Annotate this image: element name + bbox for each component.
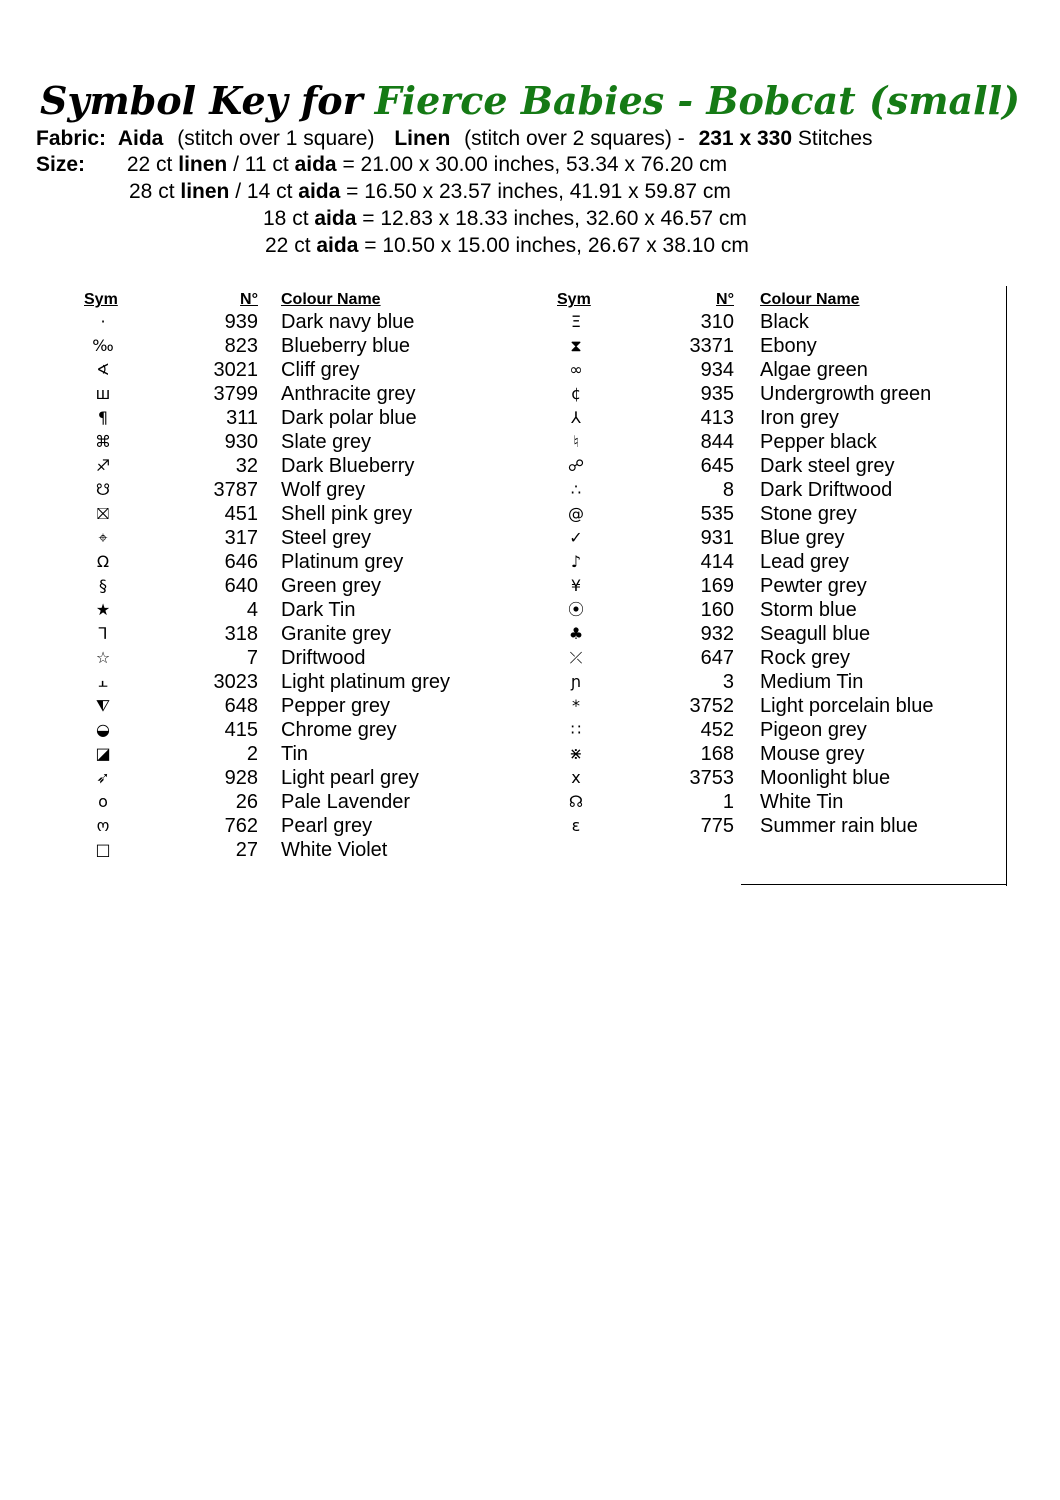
symbol-glyph: ➶ bbox=[96, 768, 110, 787]
fabric-linen: Linen bbox=[394, 127, 451, 150]
size-fabric: linen bbox=[180, 180, 230, 203]
table-border-right bbox=[1006, 286, 1007, 886]
colour-number: 535 bbox=[700, 503, 734, 525]
colour-name: Dark Driftwood bbox=[760, 479, 893, 501]
symbol-glyph: ◒ bbox=[96, 720, 110, 739]
symbol-glyph: ⌘ bbox=[95, 432, 111, 451]
colour-number: 930 bbox=[224, 431, 258, 453]
symbol-glyph: ო bbox=[96, 816, 110, 835]
size-dimensions: = 21.00 x 30.00 inches, 53.34 x 76.20 cm bbox=[342, 153, 728, 176]
colour-number: 414 bbox=[700, 551, 734, 573]
colour-number: 318 bbox=[224, 623, 258, 645]
title-prefix: Symbol Key for bbox=[39, 78, 363, 123]
colour-number: 451 bbox=[224, 503, 258, 525]
colour-number: 4 bbox=[246, 599, 258, 621]
symbol-glyph: ⧨ bbox=[95, 696, 111, 715]
colour-number: 775 bbox=[700, 815, 734, 837]
symbol-glyph: § bbox=[99, 576, 107, 595]
symbol-glyph: ¢ bbox=[570, 384, 582, 403]
fabric-aida-note: (stitch over 1 square) bbox=[177, 127, 375, 150]
symbol-glyph: ☋ bbox=[95, 480, 111, 499]
symbol-glyph: ∞ bbox=[569, 360, 583, 379]
colour-name: Algae green bbox=[760, 359, 868, 381]
colour-number: 413 bbox=[700, 407, 734, 429]
fabric-aida: Aida bbox=[117, 127, 164, 150]
colour-number: 3023 bbox=[213, 671, 258, 693]
colour-number: 3799 bbox=[213, 383, 258, 405]
colour-name: Mouse grey bbox=[760, 743, 865, 765]
colour-number: 415 bbox=[224, 719, 258, 741]
colour-name: Granite grey bbox=[281, 623, 392, 645]
size-label: Size: bbox=[36, 153, 86, 176]
colour-name: Storm blue bbox=[760, 599, 857, 621]
symbol-glyph: @ bbox=[568, 504, 584, 523]
colour-number: 640 bbox=[224, 575, 258, 597]
fabric-linen-note: (stitch over 2 squares) - bbox=[464, 127, 685, 150]
colour-number: 934 bbox=[700, 359, 734, 381]
size-dimensions: = 10.50 x 15.00 inches, 26.67 x 38.10 cm bbox=[364, 234, 749, 257]
colour-number: 26 bbox=[235, 791, 258, 813]
colour-number: 3752 bbox=[689, 695, 734, 717]
size-line-4 bbox=[265, 233, 749, 259]
colour-number: 2 bbox=[246, 743, 258, 765]
colour-number: 935 bbox=[700, 383, 734, 405]
colour-name: Dark polar blue bbox=[281, 407, 417, 429]
colour-number: 939 bbox=[224, 311, 258, 333]
symbol-glyph: ☍ bbox=[567, 456, 585, 475]
colour-name: White Violet bbox=[281, 839, 388, 861]
colour-number: 32 bbox=[235, 455, 258, 477]
right-header-num: N° bbox=[716, 291, 734, 308]
colour-name: Rock grey bbox=[760, 647, 851, 669]
fabric-label: Fabric: bbox=[36, 127, 107, 150]
symbol-glyph: o bbox=[98, 792, 108, 811]
stitch-count: 231 x 330 bbox=[698, 127, 793, 150]
colour-name: Pale Lavender bbox=[281, 791, 410, 813]
symbol-glyph: ¶ bbox=[97, 408, 109, 427]
stitches-label: Stitches bbox=[797, 127, 873, 150]
colour-number: 648 bbox=[224, 695, 258, 717]
colour-name: Platinum grey bbox=[281, 551, 404, 573]
symbol-glyph: ⫠ bbox=[98, 672, 108, 691]
colour-number: 8 bbox=[722, 479, 734, 501]
colour-number: 310 bbox=[700, 311, 734, 333]
colour-name: Tin bbox=[281, 743, 309, 765]
symbol-glyph: Ω bbox=[96, 552, 110, 571]
colour-number: 3371 bbox=[689, 335, 734, 357]
colour-number: 762 bbox=[224, 815, 258, 837]
colour-number: 3753 bbox=[689, 767, 734, 789]
symbol-glyph: ∴ bbox=[570, 480, 582, 499]
symbol-glyph: ɲ bbox=[570, 672, 582, 691]
colour-name: Wolf grey bbox=[281, 479, 366, 501]
colour-number: 169 bbox=[700, 575, 734, 597]
symbol-glyph: ⦿ bbox=[567, 600, 584, 619]
colour-name: Green grey bbox=[281, 575, 382, 597]
symbol-glyph: ★ bbox=[95, 600, 111, 619]
colour-number: 317 bbox=[224, 527, 258, 549]
size-count: 18 ct bbox=[263, 207, 309, 230]
colour-name: Blue grey bbox=[760, 527, 845, 549]
symbol-glyph: □ bbox=[95, 840, 111, 859]
size-fabric: aida bbox=[316, 234, 359, 257]
left-header-num: N° bbox=[240, 291, 258, 308]
colour-name: Pearl grey bbox=[281, 815, 373, 837]
symbol-glyph: ⧗ bbox=[570, 336, 582, 355]
symbol-glyph: * bbox=[572, 696, 580, 715]
symbol-glyph: ☊ bbox=[568, 792, 584, 811]
symbol-glyph: ¥ bbox=[570, 576, 582, 595]
symbol-glyph: ∢ bbox=[96, 360, 110, 379]
size-count-alt: / 14 ct bbox=[235, 180, 293, 203]
symbol-glyph: ♪ bbox=[570, 552, 582, 571]
colour-name: Pewter grey bbox=[760, 575, 867, 597]
colour-name: Moonlight blue bbox=[760, 767, 891, 789]
symbol-glyph: ⌖ bbox=[98, 528, 108, 547]
size-fabric: linen bbox=[178, 153, 228, 176]
colour-number: 452 bbox=[700, 719, 734, 741]
size-line-3 bbox=[263, 206, 747, 232]
colour-name: Dark Blueberry bbox=[281, 455, 415, 477]
colour-name: Ebony bbox=[760, 335, 817, 357]
symbol-glyph: ε bbox=[571, 816, 581, 835]
colour-number: 3021 bbox=[213, 359, 258, 381]
colour-name: Driftwood bbox=[281, 647, 366, 669]
symbol-glyph: ♣ bbox=[568, 624, 584, 643]
colour-number: 844 bbox=[700, 431, 734, 453]
symbol-glyph: ⋇ bbox=[569, 744, 583, 763]
size-count: 22 ct bbox=[265, 234, 311, 257]
size-fabric: aida bbox=[314, 207, 357, 230]
size-dimensions: = 12.83 x 18.33 inches, 32.60 x 46.57 cm bbox=[362, 207, 747, 230]
page-title bbox=[0, 78, 1060, 124]
symbol-glyph: ⤫ bbox=[569, 648, 583, 667]
colour-name: Pepper grey bbox=[281, 695, 390, 717]
colour-name: Iron grey bbox=[760, 407, 839, 429]
colour-name: Seagull blue bbox=[760, 623, 871, 645]
symbol-glyph: ‰ bbox=[92, 336, 114, 355]
colour-name: Black bbox=[760, 311, 809, 333]
colour-number: 645 bbox=[700, 455, 734, 477]
colour-number: 932 bbox=[700, 623, 734, 645]
symbol-glyph: x bbox=[571, 768, 581, 787]
colour-name: Undergrowth green bbox=[760, 383, 932, 405]
right-header-name: Colour Name bbox=[760, 291, 860, 308]
symbol-glyph: ∷ bbox=[570, 720, 582, 739]
symbol-glyph: ◪ bbox=[95, 744, 111, 763]
left-header-name: Colour Name bbox=[281, 291, 381, 308]
symbol-glyph: Ξ bbox=[570, 312, 582, 331]
colour-name: Cliff grey bbox=[281, 359, 360, 381]
symbol-glyph: ♮ bbox=[573, 432, 579, 451]
colour-name: Dark Tin bbox=[281, 599, 356, 621]
symbol-glyph: ⅄ bbox=[571, 408, 581, 427]
colour-name: Pepper black bbox=[760, 431, 877, 453]
fabric-line bbox=[36, 126, 873, 152]
colour-name: Shell pink grey bbox=[281, 503, 413, 525]
colour-name: Lead grey bbox=[760, 551, 849, 573]
size-line-2 bbox=[129, 179, 731, 205]
colour-name: Light platinum grey bbox=[281, 671, 450, 693]
colour-name: Medium Tin bbox=[760, 671, 864, 693]
colour-number: 311 bbox=[226, 407, 258, 429]
colour-name: Slate grey bbox=[281, 431, 372, 453]
size-count: 22 ct bbox=[126, 153, 173, 176]
right-header-sym: Sym bbox=[557, 291, 591, 308]
size-count-alt: / 11 ct bbox=[233, 153, 289, 176]
symbol-glyph: · bbox=[100, 312, 106, 331]
colour-name: Pigeon grey bbox=[760, 719, 867, 741]
colour-number: 7 bbox=[246, 647, 258, 669]
colour-number: 823 bbox=[224, 335, 258, 357]
symbol-glyph: ш bbox=[95, 384, 111, 403]
size-dimensions: = 16.50 x 23.57 inches, 41.91 x 59.87 cm bbox=[346, 180, 731, 203]
colour-number: 160 bbox=[700, 599, 734, 621]
colour-number: 647 bbox=[700, 647, 734, 669]
symbol-glyph: ✓ bbox=[569, 528, 583, 547]
colour-name: Stone grey bbox=[760, 503, 857, 525]
pattern-name: Fierce Babies - Bobcat (small) bbox=[374, 78, 1021, 123]
colour-number: 928 bbox=[224, 767, 258, 789]
colour-number: 1 bbox=[722, 791, 734, 813]
size-fabric-alt: aida bbox=[294, 153, 337, 176]
colour-name: Light pearl grey bbox=[281, 767, 419, 789]
colour-name: Blueberry blue bbox=[281, 335, 410, 357]
colour-number: 3 bbox=[722, 671, 734, 693]
size-fabric-alt: aida bbox=[298, 180, 341, 203]
symbol-glyph: ☆ bbox=[95, 648, 111, 667]
colour-name: White Tin bbox=[760, 791, 844, 813]
colour-number: 27 bbox=[235, 839, 258, 861]
colour-number: 931 bbox=[700, 527, 734, 549]
left-header-sym: Sym bbox=[84, 291, 118, 308]
size-line-1 bbox=[36, 152, 727, 178]
colour-number: 646 bbox=[224, 551, 258, 573]
symbol-glyph: ⅂ bbox=[98, 624, 108, 643]
symbol-glyph: ⛝ bbox=[96, 504, 110, 523]
colour-number: 168 bbox=[700, 743, 734, 765]
colour-number: 3787 bbox=[213, 479, 258, 501]
colour-name: Chrome grey bbox=[281, 719, 397, 741]
colour-name: Dark navy blue bbox=[281, 311, 415, 333]
table-border-bottom bbox=[741, 884, 1007, 885]
colour-name: Dark steel grey bbox=[760, 455, 895, 477]
symbol-glyph: ♐ bbox=[95, 456, 111, 475]
colour-name: Summer rain blue bbox=[760, 815, 918, 837]
colour-name: Anthracite grey bbox=[281, 383, 416, 405]
size-count: 28 ct bbox=[129, 180, 175, 203]
colour-name: Steel grey bbox=[281, 527, 372, 549]
colour-name: Light porcelain blue bbox=[760, 695, 934, 717]
